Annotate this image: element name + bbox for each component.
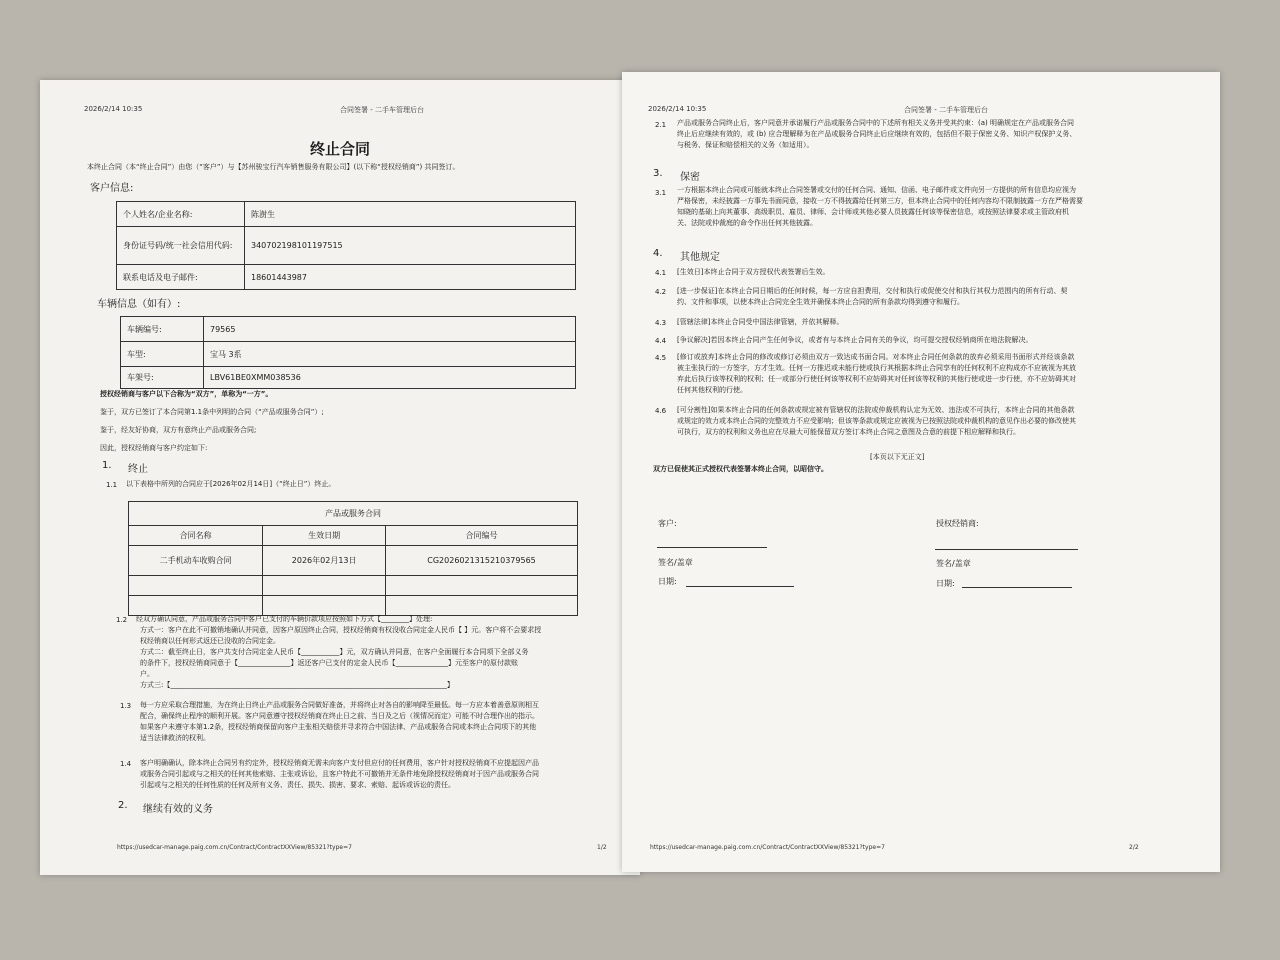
- vehicle-info-heading: 车辆信息（如有）:: [97, 299, 181, 310]
- print-datetime: 2026/2/14 10:35: [648, 105, 707, 113]
- footer-url: https://usedcar-manage.paig.com.cn/Contract/ContractXXView/85321?type=7: [650, 844, 885, 851]
- whereas-clause-1: 鉴于，双方已签订了本合同第1.1条中列明的合同（“产品或服务合同”）;: [100, 408, 324, 416]
- dealer-date-label: 日期:: [936, 579, 955, 588]
- clause-line: [生效日]本终止合同于双方授权代表签署后生效。: [677, 268, 830, 276]
- clause-line: 终止后应继续有效的，或 (b) 应合理解释为在产品或服务合同终止后应继续有效的，包括但不限于保密义务、知识产权保护义务、: [677, 130, 1077, 138]
- clause-number: 4.3: [655, 319, 667, 327]
- clause-1-1-text: 以下表格中所列的合同应于[2026年02月14日]（“终止日”）终止。: [126, 480, 336, 488]
- contract-table: [128, 501, 578, 616]
- table-row: [117, 265, 576, 290]
- table-row-empty: [129, 576, 578, 596]
- clause-line: 方式三:【_______________________________________________________________________________】: [140, 681, 454, 689]
- clause-4-6-text: [677, 405, 1076, 438]
- clause-line: 可执行，双方的权利和义务也应在尽最大可能保留双方签订本终止合同之意图及合意的前提下相应解释和执行。: [677, 428, 1020, 436]
- footer-url: https://usedcar-manage.paig.com.cn/Contract/ContractXXView/85321?type=7: [117, 844, 352, 851]
- column-header: 生效日期: [263, 526, 386, 546]
- clause-1-3-text: [140, 700, 539, 744]
- section-title-termination: 终止: [128, 464, 148, 475]
- table-cell: CG2026021315210379565: [386, 546, 578, 576]
- clause-number: 1.3: [120, 702, 132, 710]
- table-row: [121, 342, 576, 367]
- table-header-row: [129, 526, 578, 546]
- clause-1-4-text: [140, 758, 539, 791]
- clause-line: 经双方确认同意，产品或服务合同中客户已支付的车辆价款项应按照如下方式【________】处理:: [136, 615, 433, 623]
- table-row: [129, 546, 578, 576]
- clause-line: 约、文件和事项，以使本终止合同完全生效并确保本终止合同的所有条款均得到遵守和履行。: [677, 298, 964, 306]
- print-header-title: 合同签署 - 二手车管理后台: [904, 106, 988, 114]
- clause-line: 客户明确确认，除本终止合同另有约定外，授权经销商无需未向客户支付但应付的任何费用，客户针对授权经销商不应提起因产品: [140, 759, 539, 767]
- table-cell-label: 车架号:: [121, 367, 204, 389]
- clause-line: [管辖法律]本终止合同受中国法律管辖，并依其解释。: [677, 318, 844, 326]
- clause-line: [可分割性]如果本终止合同的任何条款或规定被有管辖权的法院或仲裁机构认定为无效、违法或不可执行，本终止合同的其他条款: [677, 406, 1075, 414]
- therefore-clause: 因此，授权经销商与客户约定如下:: [100, 444, 208, 452]
- clause-line: 户。: [140, 670, 154, 678]
- witness-statement: 双方已促使其正式授权代表签署本终止合同，以昭信守。: [653, 465, 828, 473]
- section-number: 1.: [102, 460, 112, 471]
- customer-info-table: [116, 201, 576, 290]
- print-datetime: 2026/2/14 10:35: [84, 105, 143, 113]
- clause-2-1-text: [677, 118, 1076, 151]
- table-cell: 二手机动车收购合同: [129, 546, 263, 576]
- section-number: 2.: [118, 800, 128, 811]
- customer-signature-label: 客户:: [658, 519, 677, 528]
- clause-number: 4.2: [655, 288, 667, 296]
- table-cell-label: 联系电话及电子邮件:: [117, 265, 245, 290]
- clause-line: 与税务、保证和赔偿相关的义务（如适用）。: [677, 141, 814, 149]
- clause-number: 1.2: [116, 616, 128, 624]
- clause-3-1-text: [677, 185, 1083, 229]
- table-cell-value: 79565: [204, 317, 576, 342]
- clause-line: 一方根据本终止合同或可能就本终止合同签署或交付的任何合同、通知、信函、电子邮件或文件向另一方提供的所有信息均应视为: [677, 186, 1076, 194]
- clause-line: 关、法院或仲裁庭的命令作出任何其他披露。: [677, 219, 817, 227]
- table-cell-value: 宝马 3系: [204, 342, 576, 367]
- intro-paragraph: 本终止合同（本“终止合同”）由您（“客户”）与【苏州骏宝行汽车销售服务有限公司】(以下称“授权经销商”) 共同签订。: [87, 163, 460, 171]
- table-row: [129, 502, 578, 526]
- table-cell-value: 340702198101197515: [245, 227, 576, 265]
- clause-number: 4.1: [655, 269, 667, 277]
- clause-line: 每一方应采取合理措施，为在终止日终止产品或服务合同做好准备，并将终止对各自的影响降至最低。每一方应本着善意原则相互: [140, 701, 539, 709]
- section-number: 3.: [653, 168, 663, 179]
- clause-line: 弃此后执行该等权利的权利；任一或部分行使任何该等权利不应妨碍其对任何该等权利的其他行使或进一步行使，亦不应妨碍其对: [677, 375, 1076, 383]
- table-cell-label: 个人姓名/企业名称:: [117, 202, 245, 227]
- clause-line: [争议解决]若因本终止合同产生任何争议，或者有与本终止合同有关的争议，均可提交授权经销商所在地法院解决。: [677, 336, 1033, 344]
- clause-line: 严格保密，未经披露一方事先书面同意，接收一方不得披露给任何第三方，但本终止合同中的任何内容均不限制披露一方在严格需要: [677, 197, 1083, 205]
- clause-line: 引起或与之相关的任何性质的任何及所有义务、责任、损失、损害、要求、索赔、起诉或诉讼的责任。: [140, 781, 455, 789]
- clause-line: [进一步保证]在本终止合同日期后的任何时候，每一方应自担费用，交付和执行或促使交付和执行其权力范围内的所有行动、契: [677, 287, 1068, 295]
- column-header: 合同名称: [129, 526, 263, 546]
- dealer-date-line: [962, 587, 1072, 588]
- section-title-continuing-obligations: 继续有效的义务: [143, 804, 213, 815]
- customer-seal-label: 签名/盖章: [658, 558, 693, 567]
- clause-number: 2.1: [655, 121, 667, 129]
- parties-definition: 授权经销商与客户以下合称为“双方”，单称为“一方”。: [100, 390, 273, 398]
- whereas-clause-2: 鉴于，经友好协商，双方有意终止产品或服务合同;: [100, 426, 257, 434]
- footer-page-number: 1/2: [597, 844, 607, 851]
- clause-line: 知晓的基础上向其董事、高级职员、雇员、律师、会计师或其他必要人员披露任何该等保密信息，或按照法律要求或主管政府机: [677, 208, 1069, 216]
- customer-signature-line: [657, 547, 767, 548]
- customer-date-label: 日期:: [658, 577, 677, 586]
- dealer-seal-label: 签名/盖章: [936, 559, 971, 568]
- clause-line: 或规定的效力或本终止合同的完整效力不应受影响；但该等条款或规定应被视为已按照法院或仲裁机构的意见作出必要的修改使其: [677, 417, 1076, 425]
- column-header: 合同编号: [386, 526, 578, 546]
- dealer-signature-label: 授权经销商:: [936, 519, 979, 528]
- clause-number: 4.4: [655, 337, 667, 345]
- table-cell-label: 车型:: [121, 342, 204, 367]
- customer-info-heading: 客户信息:: [90, 183, 134, 194]
- clause-number: 1.4: [120, 760, 132, 768]
- clause-number: 1.1: [106, 481, 118, 489]
- section-number: 4.: [653, 248, 663, 259]
- clause-line: 适当法律救济的权利。: [140, 734, 210, 742]
- table-cell-label: 身份证号码/统一社会信用代码:: [117, 227, 245, 265]
- table-row-empty: [129, 596, 578, 616]
- clause-line: 方式一：客户在此不可撤销地确认并同意，因客户原因终止合同，授权经销商有权没收合同定金人民币【 】元。客户将不会要求授: [140, 626, 542, 634]
- table-caption: 产品或服务合同: [129, 502, 578, 526]
- table-cell: 2026年02月13日: [263, 546, 386, 576]
- blank-below-note: [本页以下无正文]: [870, 453, 925, 461]
- table-cell-value: 18601443987: [245, 265, 576, 290]
- clause-number: 4.6: [655, 407, 667, 415]
- document-title: 终止合同: [309, 140, 370, 158]
- clause-4-4-text: [677, 335, 1032, 346]
- clause-line: 方式二：截至终止日，客户共支付合同定金人民币【___________】元，双方确认并同意，在客户全面履行本合同项下全部义务: [140, 648, 529, 656]
- clause-line: [修订或放弃]本终止合同的修改或修订必须由双方一致达成书面合同。对本终止合同任何条款的放弃必须采用书面形式并经该条款: [677, 353, 1075, 361]
- section-title-confidentiality: 保密: [680, 172, 700, 183]
- table-cell-value: 陈澍生: [245, 202, 576, 227]
- print-header-title: 合同签署 - 二手车管理后台: [340, 106, 424, 114]
- clause-line: 产品或服务合同终止后，客户同意并承诺履行产品或服务合同中的下述所有相关义务并受其约束：(a) 明确规定在产品或服务合同: [677, 119, 1074, 127]
- table-row: [121, 317, 576, 342]
- document-page-1: [40, 80, 640, 875]
- clause-4-5-text: [677, 352, 1076, 396]
- clause-line: 被主张执行的一方签字，方才生效。任何一方推迟或未能行使或执行其根据本终止合同享有的任何权利不应构成亦不应被视为其放: [677, 364, 1076, 372]
- clause-number: 3.1: [655, 189, 667, 197]
- clause-4-2-text: [677, 286, 1067, 308]
- clause-line: 任何其他权利的行使。: [677, 386, 747, 394]
- clause-line: 如果客户未遵守本第1.2条，授权经销商保留向客户主张相关赔偿并寻求符合中国法律、产品或服务合同或本终止合同项下的其他: [140, 723, 537, 731]
- table-row: [117, 227, 576, 265]
- document-page-2: [622, 72, 1220, 872]
- table-cell-label: 车辆编号:: [121, 317, 204, 342]
- clause-4-3-text: [677, 317, 843, 328]
- table-row: [117, 202, 576, 227]
- clause-number: 4.5: [655, 354, 667, 362]
- dealer-signature-line: [935, 549, 1078, 550]
- vehicle-info-table: [120, 316, 576, 389]
- table-cell-value: LBV61BE0XMM038536: [204, 367, 576, 389]
- clause-line: 配合，确保终止程序的顺利开展。客户同意遵守授权经销商在终止日之前、当日及之后（视情况而定）可能不时合理作出的指示。: [140, 712, 539, 720]
- clause-1-2-text: [136, 614, 541, 691]
- section-title-miscellaneous: 其他规定: [680, 252, 720, 263]
- clause-line: 的条件下，授权经销商同意于【_______________】返还客户已支付的定金人民币【_______________】元至客户的原付款账: [140, 659, 518, 667]
- customer-date-line: [686, 586, 794, 587]
- clause-4-1-text: [677, 267, 829, 278]
- clause-line: 权经销商以任何形式返还已没收的合同定金。: [140, 637, 280, 645]
- table-row: [121, 367, 576, 389]
- footer-page-number: 2/2: [1129, 844, 1139, 851]
- clause-line: 或服务合同引起或与之相关的任何其他索赔、主张或诉讼，且客户特此不可撤销并无条件地免除授权经销商对于因产品或服务合同: [140, 770, 539, 778]
